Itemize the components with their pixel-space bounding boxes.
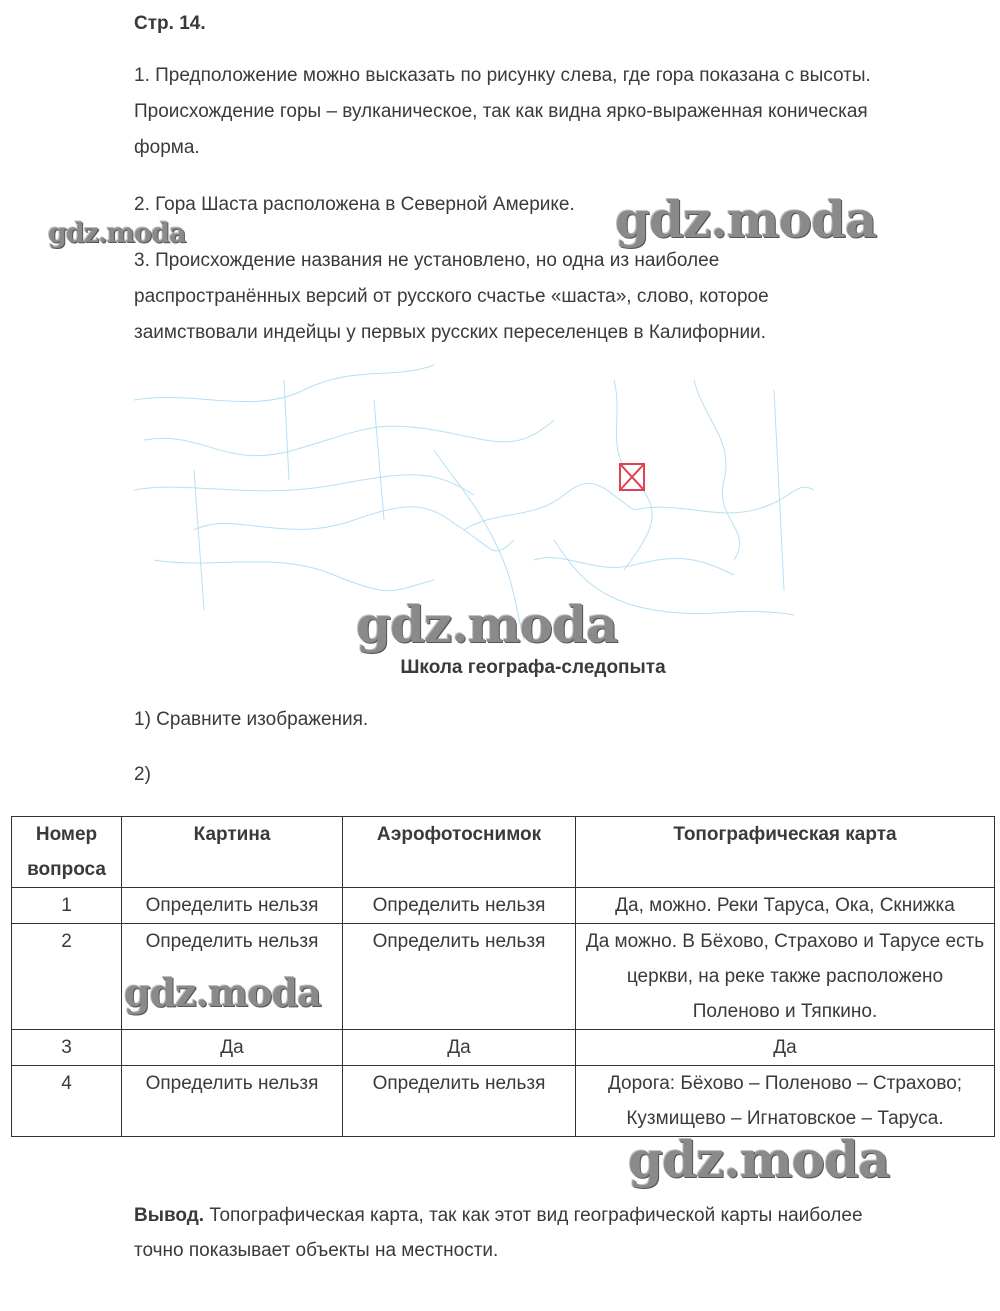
table-header-row bbox=[12, 817, 995, 888]
table-row bbox=[12, 1066, 995, 1137]
answer-1-line-3: форма. bbox=[134, 137, 200, 158]
conclusion-line-2: точно показывает объекты на местности. bbox=[134, 1240, 499, 1261]
table-row bbox=[12, 888, 995, 924]
answer-1-line-1: 1. Предположение можно высказать по рисунку слева, где гора показана с высоты. bbox=[134, 65, 871, 86]
cross-marker-icon bbox=[620, 464, 644, 490]
answer-1-line-2: Происхождение горы – вулканическое, так как видна ярко-выраженная коническая bbox=[134, 101, 868, 122]
table-cell: 3 bbox=[12, 1030, 122, 1066]
answer-2: 2. Гора Шаста расположена в Северной Америке. bbox=[134, 194, 575, 215]
table-cell: 1 bbox=[12, 888, 122, 924]
table-cell: Да bbox=[343, 1030, 576, 1066]
header-painting: Картина bbox=[122, 817, 343, 888]
header-topographic-map: Топографическая карта bbox=[576, 817, 995, 888]
header-aerial-photo: Аэрофотоснимок bbox=[343, 817, 576, 888]
answer-3-line-1: 3. Происхождение названия не установлено, но одна из наиболее bbox=[134, 250, 720, 271]
answer-3-line-3: заимствовали индейцы у первых русских переселенцев в Калифорнии. bbox=[134, 322, 766, 343]
table-cell: Определить нельзя bbox=[343, 888, 576, 924]
table-row bbox=[12, 1030, 995, 1066]
header-question-number: Номер вопроса bbox=[12, 817, 122, 888]
table-cell: 4 bbox=[12, 1066, 122, 1137]
watermark-logo: gdz.moda bbox=[124, 970, 321, 1015]
conclusion-text: Топографическая карта, так как этот вид географической карты наиболее bbox=[204, 1205, 863, 1226]
section-title: Школа географа-следопыта bbox=[400, 657, 666, 678]
answer-3-line-2: распространённых версий от русского счастье «шаста», слово, которое bbox=[134, 286, 769, 307]
table-cell: Дорога: Бёхово – Поленово – Страхово; Кузмищево – Игнатовское – Таруса. bbox=[576, 1066, 995, 1137]
question-2: 2) bbox=[134, 764, 151, 785]
conclusion-line-1 bbox=[134, 1198, 863, 1234]
table-cell: Да bbox=[122, 1030, 343, 1066]
table-cell: Да bbox=[576, 1030, 995, 1066]
page-header: Стр. 14. bbox=[134, 13, 206, 34]
watermark-logo: gdz.moda bbox=[356, 595, 618, 654]
table-cell: Определить нельзя bbox=[122, 1066, 343, 1137]
table-cell: Определить нельзя bbox=[122, 888, 343, 924]
table-cell: Определить нельзя bbox=[343, 924, 576, 1030]
table-cell: Да, можно. Реки Таруса, Ока, Скнижка bbox=[576, 888, 995, 924]
watermark-logo: gdz.moda bbox=[628, 1130, 890, 1189]
table-cell: Определить нельзя bbox=[343, 1066, 576, 1137]
table-cell: 2 bbox=[12, 924, 122, 1030]
watermark-logo: gdz.moda bbox=[48, 218, 186, 249]
conclusion-label: Вывод. bbox=[134, 1205, 205, 1226]
table-cell: Определить нельзя bbox=[122, 924, 343, 1030]
table-cell: Да можно. В Бёхово, Страхово и Тарусе есть церкви, на реке также расположено Поленово и Тяпкино. bbox=[576, 924, 995, 1030]
watermark-logo: gdz.moda bbox=[615, 190, 877, 249]
question-1: 1) Сравните изображения. bbox=[134, 709, 369, 730]
